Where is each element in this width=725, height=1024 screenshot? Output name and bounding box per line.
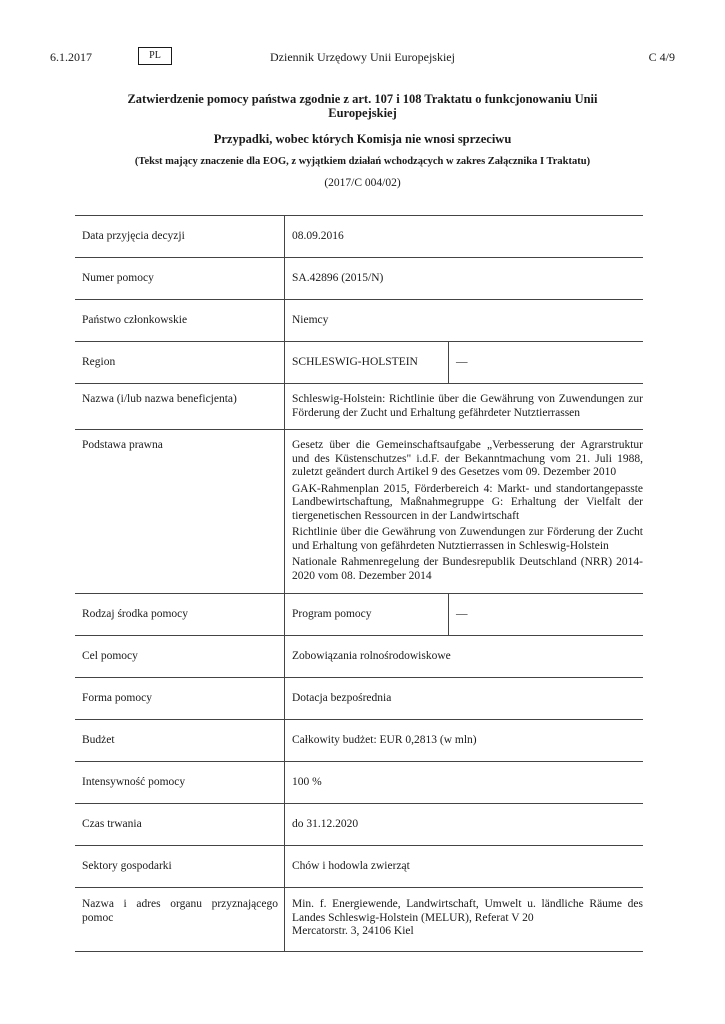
row-label: Budżet xyxy=(75,720,285,762)
row-label: Podstawa prawna xyxy=(75,430,285,594)
table-row xyxy=(75,300,643,342)
row-value: Niemcy xyxy=(292,314,329,326)
row-value: Schleswig-Holstein: Richtlinie über die Gewährung von Zuwendungen zur Förderung der Zucht und Erhaltung gefährdeter Nutztierrassen xyxy=(292,393,643,419)
row-label: Intensywność pomocy xyxy=(75,762,285,804)
row-extra-value: — xyxy=(456,356,468,368)
row-label: Państwo członkowskie xyxy=(75,300,285,342)
row-label: Cel pomocy xyxy=(75,636,285,678)
row-value: 100 % xyxy=(292,776,322,788)
title-block xyxy=(100,92,625,189)
row-value: Program pomocy xyxy=(285,594,449,636)
row-label: Sektory gospodarki xyxy=(75,846,285,888)
table-row xyxy=(75,846,643,888)
row-value: Całkowity budżet: EUR 0,2813 (w mln) xyxy=(292,734,477,746)
table-row xyxy=(75,342,643,384)
document-note: (Tekst mający znaczenie dla EOG, z wyjątkiem działań wchodzących w zakres Załącznika I Traktatu) xyxy=(134,156,591,167)
row-extra-value: — xyxy=(456,608,468,620)
row-label: Nazwa (i/lub nazwa beneficjenta) xyxy=(75,384,285,430)
row-label: Nazwa i adres organu przyznającego pomoc xyxy=(75,888,285,952)
table-row xyxy=(75,636,643,678)
publication-date: 6.1.2017 xyxy=(50,50,92,64)
document-reference: (2017/C 004/02) xyxy=(324,177,401,189)
legal-basis-paragraph: Richtlinie über die Gewährung von Zuwendungen zur Förderung der Zucht und Erhaltung von gefährdeten Nutztierrassen in Schleswig-Holstein xyxy=(292,526,643,552)
row-value: Chów i hodowla zwierząt xyxy=(292,860,410,872)
table-row xyxy=(75,384,643,430)
legal-basis-paragraph: Gesetz über die Gemeinschaftsaufgabe „Verbesserung der Agrarstruktur und des Küstenschutzes" i.d.F. der Bekanntmachung vom 21. Juli 1988, zuletzt geändert durch Artikel 9 des Gesetzes vom 09. Dezember 2010 xyxy=(292,439,643,478)
authority-name: Min. f. Energiewende, Landwirtschaft, Umwelt u. ländliche Räume des Landes Schleswig-Holstein (MELUR), Referat V 20 xyxy=(292,898,643,924)
row-label: Region xyxy=(75,342,285,384)
row-value: SA.42896 (2015/N) xyxy=(292,272,384,284)
row-value: Zobowiązania rolnośrodowiskowe xyxy=(292,650,451,662)
table-row xyxy=(75,762,643,804)
document-subtitle: Przypadki, wobec których Komisja nie wnosi sprzeciwu xyxy=(213,132,512,146)
table-row xyxy=(75,430,643,594)
table-row xyxy=(75,594,643,636)
row-value: SCHLESWIG-HOLSTEIN xyxy=(285,342,449,384)
table-row xyxy=(75,216,643,258)
page-number: C 4/9 xyxy=(648,50,675,64)
row-value: 08.09.2016 xyxy=(292,230,344,242)
authority-address: Mercatorstr. 3, 24106 Kiel xyxy=(292,925,414,937)
language-badge: PL xyxy=(138,47,172,65)
table-row xyxy=(75,888,643,952)
table-row xyxy=(75,678,643,720)
legal-basis-paragraph: Nationale Rahmenregelung der Bundesrepublik Deutschland (NRR) 2014-2020 vom 08. Dezember 2014 xyxy=(292,556,643,582)
journal-name: Dziennik Urzędowy Unii Europejskiej xyxy=(270,50,455,64)
row-value: Dotacja bezpośrednia xyxy=(292,692,392,704)
row-label: Data przyjęcia decyzji xyxy=(75,216,285,258)
legal-basis-paragraph: GAK-Rahmenplan 2015, Förderbereich 4: Markt- und standortangepasste Landbewirtschaftung, Maßnahmegruppe G: Erhaltung der Vielfalt der tiergenetischen Ressourcen in der Landwirtschaft xyxy=(292,482,643,522)
table-row xyxy=(75,258,643,300)
row-label: Rodzaj środka pomocy xyxy=(75,594,285,636)
row-label: Numer pomocy xyxy=(75,258,285,300)
row-value: do 31.12.2020 xyxy=(292,818,359,830)
row-label: Forma pomocy xyxy=(75,678,285,720)
row-value xyxy=(285,888,644,952)
table-row xyxy=(75,804,643,846)
table-row xyxy=(75,720,643,762)
aid-details-table xyxy=(75,215,643,952)
page-header xyxy=(50,50,675,68)
row-label: Czas trwania xyxy=(75,804,285,846)
row-value xyxy=(285,430,644,594)
document-title: Zatwierdzenie pomocy państwa zgodnie z art. 107 i 108 Traktatu o funkcjonowaniu Unii Europejskiej xyxy=(127,92,598,120)
